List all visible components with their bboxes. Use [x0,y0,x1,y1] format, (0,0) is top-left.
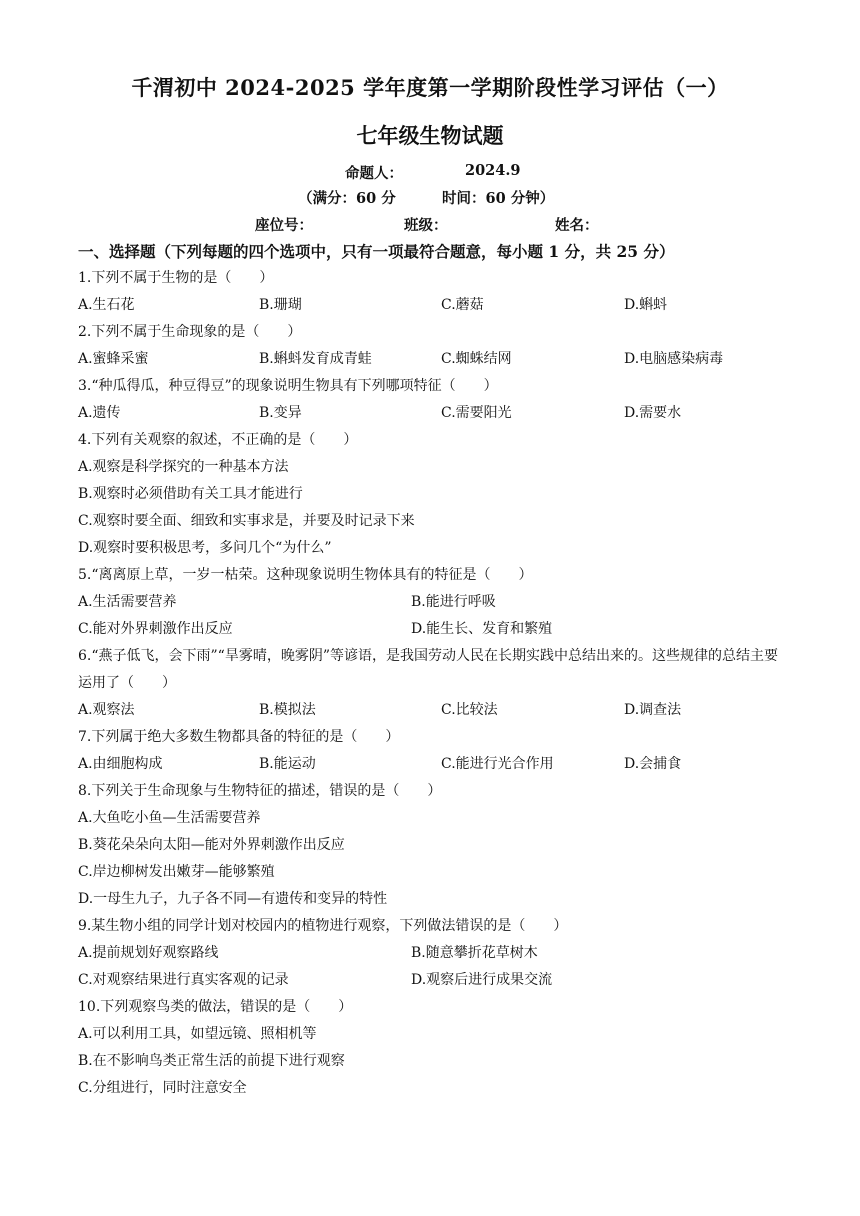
question-option: A.生石花 [78,297,135,313]
time-info: 时间：60 分钟） [442,190,555,207]
exam-date: 2024.9 [465,162,521,179]
question-option: C.岸边柳树发出嫩芽—能够繁殖 [78,864,275,880]
question-option: B.能运动 [259,756,316,772]
question-option: A.蜜蜂采蜜 [78,351,149,367]
score-info: （满分：60 分 [298,190,396,207]
question-option: B.随意攀折花草树木 [411,945,538,961]
question-option: D.调查法 [624,702,682,718]
question-option: A.观察法 [78,702,135,718]
exam-subtitle: 七年级生物试题 [356,123,504,148]
question-option: D.蝌蚪 [624,297,668,313]
question-option: B.在不影响鸟类正常生活的前提下进行观察 [78,1053,345,1069]
question-option: C.观察时要全面、细致和实事求是，并要及时记录下来 [78,513,415,529]
question-option: D.需要水 [624,405,682,421]
question-stem: 1.下列不属于生物的是（ ） [78,270,274,286]
author-label: 命题人： [345,165,403,182]
question-option: B.观察时必须借助有关工具才能进行 [78,486,303,502]
question-option: A.观察是科学探究的一种基本方法 [78,459,289,475]
question-option: D.电脑感染病毒 [624,351,724,367]
question-option: D.能生长、发育和繁殖 [411,621,553,637]
question-option: C.蘑菇 [441,297,484,313]
question-stem: 4.下列有关观察的叙述，不正确的是（ ） [78,432,358,448]
question-option: B.变异 [259,405,302,421]
question-option: C.需要阳光 [441,405,512,421]
question-option: D.观察时要积极思考，多问几个“为什么” [78,540,332,556]
question-option: B.葵花朵朵向太阳—能对外界刺激作出反应 [78,837,345,853]
question-option: B.蝌蚪发育成青蛙 [259,351,372,367]
section-heading: 一、选择题（下列每题的四个选项中，只有一项最符合题意，每小题 1 分，共 25 分） [78,242,675,261]
question-option: D.观察后进行成果交流 [411,972,553,988]
question-option: B.珊瑚 [259,297,302,313]
exam-title: 千渭初中 2024-2025 学年度第一学期阶段性学习评估（一） [131,75,729,100]
question-option: B.能进行呼吸 [411,594,496,610]
question-option: A.可以利用工具，如望远镜、照相机等 [78,1026,317,1042]
question-option: C.能进行光合作用 [441,756,554,772]
seat-label: 座位号： [255,217,313,234]
question-stem: 2.下列不属于生命现象的是（ ） [78,324,302,340]
question-option: A.生活需要营养 [78,594,177,610]
name-label: 姓名： [555,217,599,234]
question-option: A.由细胞构成 [78,756,163,772]
question-option: D.会捕食 [624,756,682,772]
question-option: A.大鱼吃小鱼—生活需要营养 [78,810,261,826]
question-option: C.对观察结果进行真实客观的记录 [78,972,289,988]
question-stem: 9.某生物小组的同学计划对校园内的植物进行观察，下列做法错误的是（ ） [78,918,568,934]
question-stem: 7.下列属于绝大多数生物都具备的特征的是（ ） [78,729,400,745]
class-label: 班级： [404,217,448,234]
question-stem: 10.下列观察鸟类的做法，错误的是（ ） [78,999,353,1015]
question-option: C.能对外界刺激作出反应 [78,621,233,637]
question-stem: 8.下列关于生命现象与生物特征的描述，错误的是（ ） [78,783,442,799]
question-option: B.模拟法 [259,702,316,718]
question-stem: 3.“种瓜得瓜，种豆得豆”的现象说明生物具有下列哪项特征（ ） [78,378,498,394]
question-option: C.比较法 [441,702,498,718]
question-option: C.分组进行，同时注意安全 [78,1080,247,1096]
question-option: A.遗传 [78,405,121,421]
question-stem: 5.“离离原上草，一岁一枯荣。这种现象说明生物体具有的特征是（ ） [78,567,533,583]
question-stem: 6.“燕子低飞，会下雨”“旱雾晴，晚雾阴”等谚语，是我国劳动人民在长期实践中总结出来的。这些规律的总结主要运用了（ ） [78,648,778,691]
question-option: D.一母生九子，九子各不同—有遗传和变异的特性 [78,891,388,907]
question-option: C.蜘蛛结网 [441,351,512,367]
question-option: A.提前规划好观察路线 [78,945,219,961]
